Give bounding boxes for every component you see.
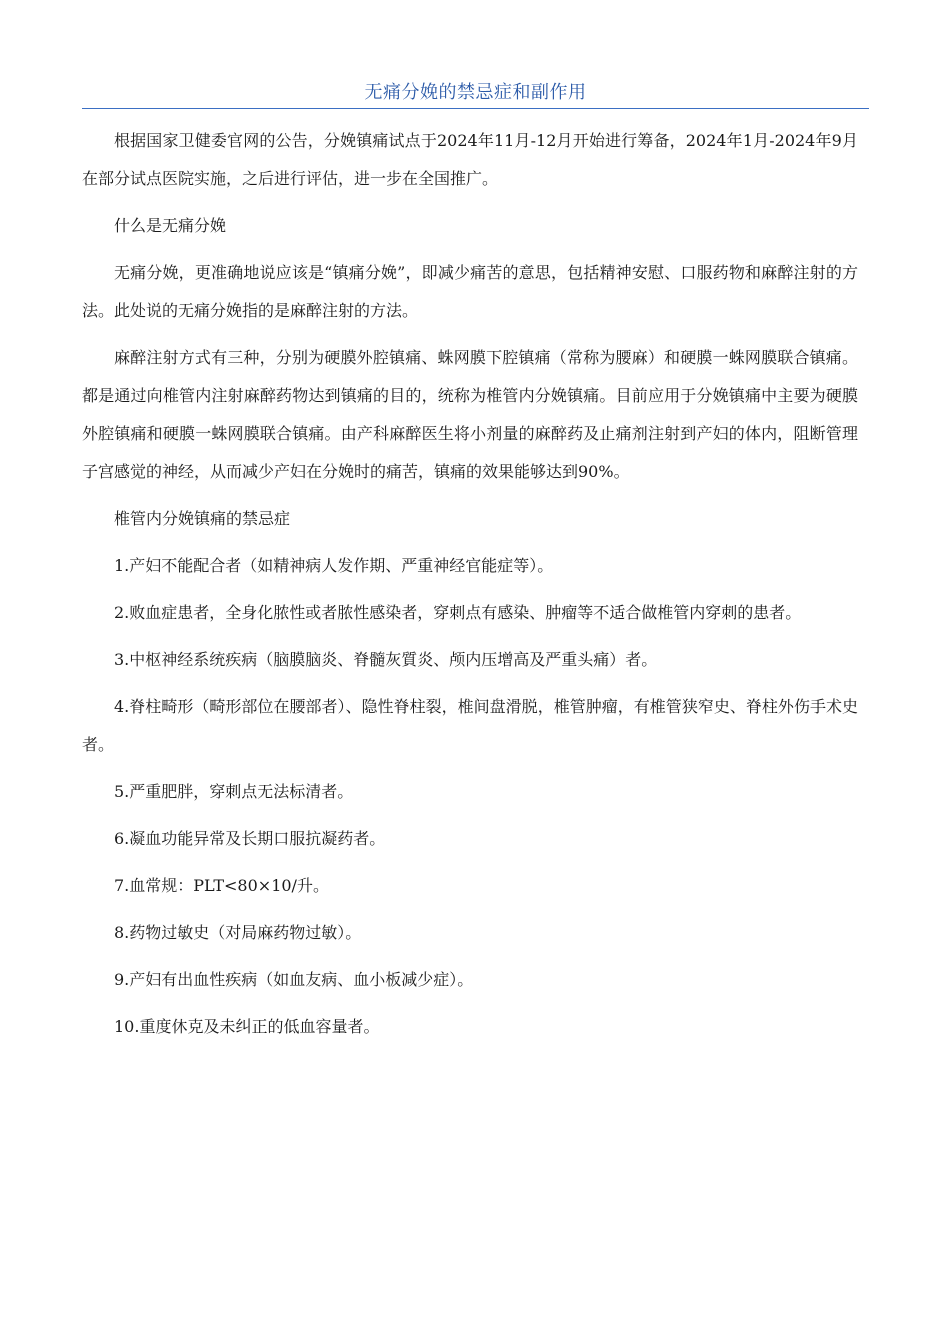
list-item: 7.血常规：PLT<80×10/升。	[114, 876, 329, 895]
list-item: 8.药物过敏史（对局麻药物过敏）。	[114, 923, 362, 942]
list-item: 4.脊柱畸形（畸形部位在腰部者）、隐性脊柱裂，椎间盘滑脱，椎管肿瘤，有椎管狭窄史、脊柱外伤手术史者。	[82, 697, 858, 754]
page-title: 无痛分娩的禁忌症和副作用	[364, 82, 587, 103]
list-item: 9.产妇有出血性疾病（如血友病、血小板减少症）。	[114, 970, 474, 989]
list-item: 5.严重肥胖，穿刺点无法标清者。	[114, 782, 354, 801]
section-heading-what-is: 什么是无痛分娩	[114, 216, 227, 235]
methods-paragraph: 麻醉注射方式有三种，分别为硬膜外腔镇痛、蛛网膜下腔镇痛（常称为腰麻）和硬膜一蛛网膜联合镇痛。都是通过向椎管内注射麻醉药物达到镇痛的目的，统称为椎管内分娩镇痛。目前应用于分娩镇痛中主要为硬膜外腔镇痛和硬膜一蛛网膜联合镇痛。由产科麻醉医生将小剂量的麻醉药及止痛剂注射到产妇的体内，阻断管理子宫感觉的神经，从而减少产妇在分娩时的痛苦，镇痛的效果能够达到90%。	[82, 348, 858, 481]
list-item: 6.凝血功能异常及长期口服抗凝药者。	[114, 829, 386, 848]
list-item: 3.中枢神经系统疾病（脑膜脑炎、脊髓灰質炎、颅内压增高及严重头痛）者。	[114, 650, 658, 669]
list-item: 2.败血症患者，全身化脓性或者脓性感染者，穿刺点有感染、肿瘤等不适合做椎管内穿刺的患者。	[114, 603, 802, 622]
definition-paragraph: 无痛分娩，更准确地说应该是“镇痛分娩”，即减少痛苦的意思，包括精神安慰、口服药物和麻醉注射的方法。此处说的无痛分娩指的是麻醉注射的方法。	[82, 263, 858, 320]
list-item: 1.产妇不能配合者（如精神病人发作期、严重神经官能症等）。	[114, 556, 554, 575]
document-body	[82, 122, 858, 1055]
list-item: 10.重度休克及未纠正的低血容量者。	[114, 1017, 380, 1036]
section-heading-contraindications: 椎管内分娩镇痛的禁忌症	[114, 509, 291, 528]
title-divider	[82, 108, 869, 109]
intro-paragraph: 根据国家卫健委官网的公告，分娩镇痛试点于2024年11月-12月开始进行筹备，2024年1月-2024年9月在部分试点医院实施，之后进行评估，进一步在全国推广。	[82, 131, 858, 188]
